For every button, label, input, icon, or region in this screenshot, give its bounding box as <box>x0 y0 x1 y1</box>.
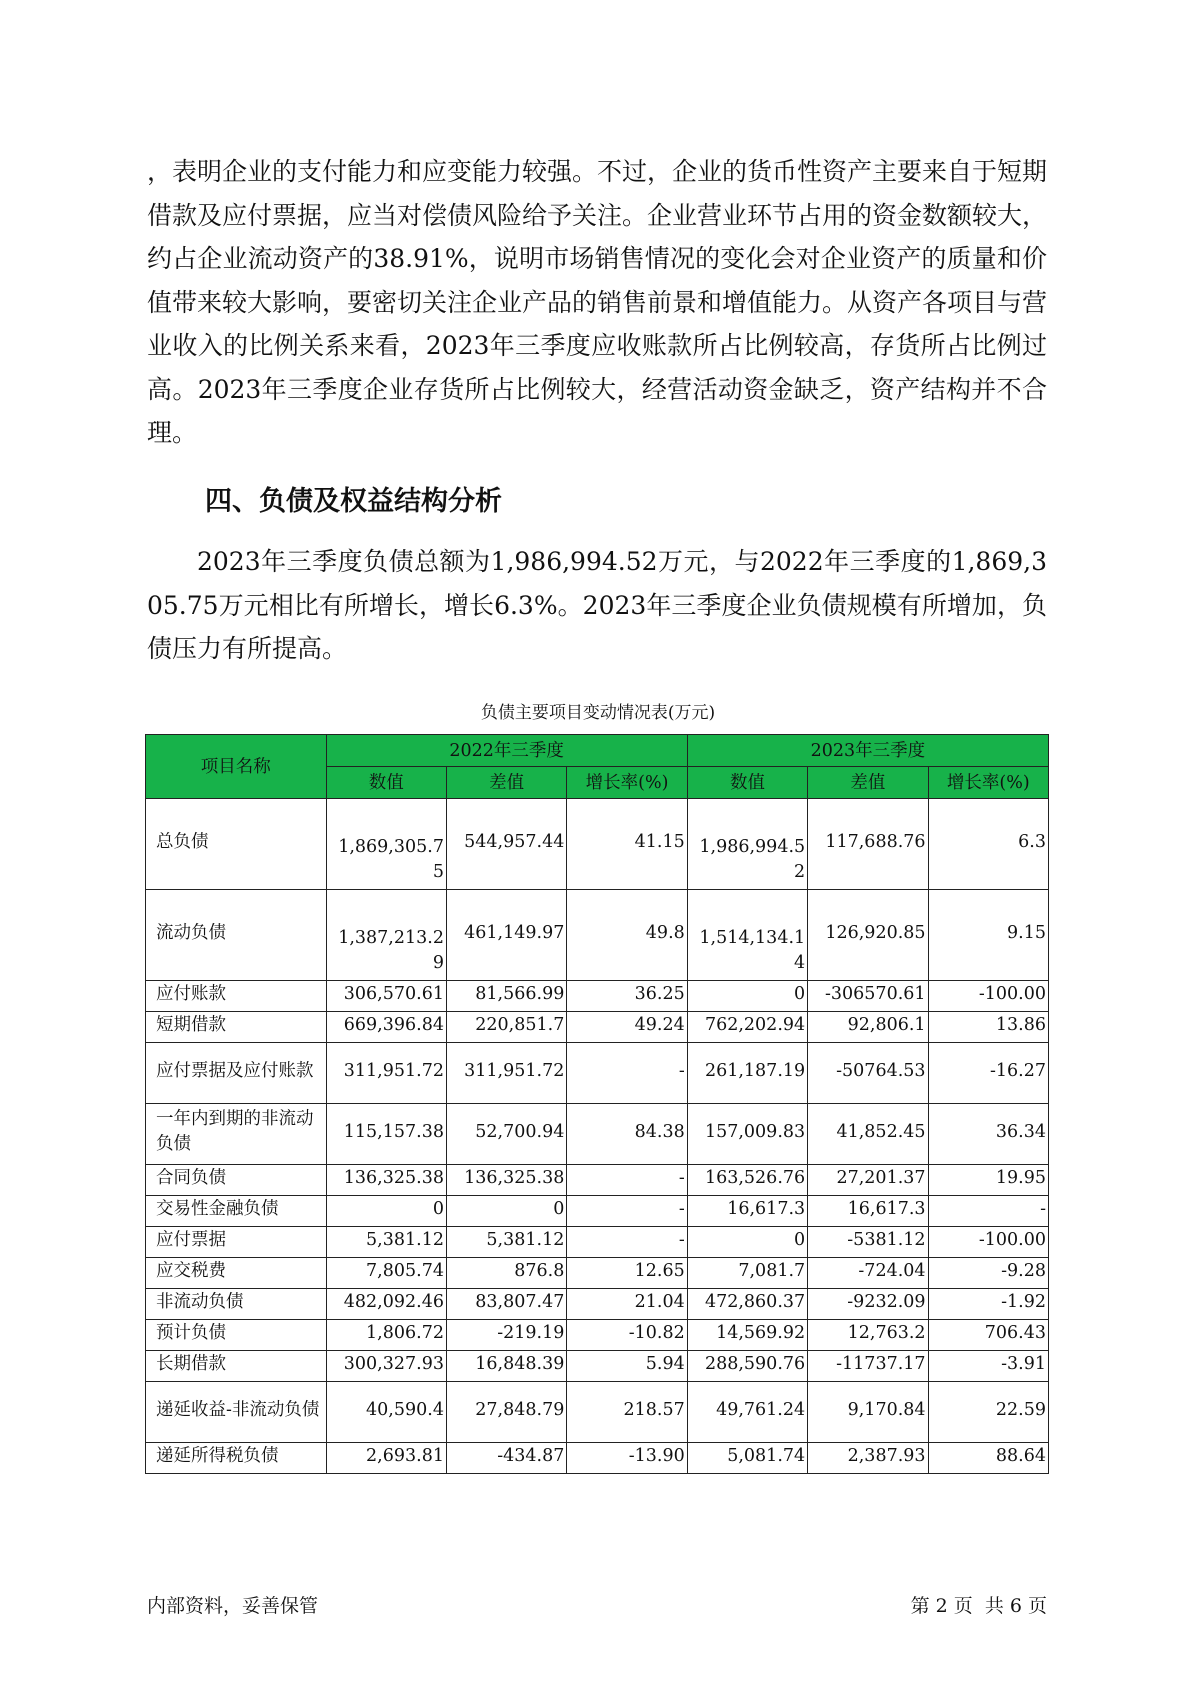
cell-diff-2022: 16,848.39 <box>446 1351 566 1382</box>
table-row <box>146 1196 1049 1227</box>
table-caption: 负债主要项目变动情况表(万元) <box>480 703 716 723</box>
cell-diff-2022: 220,851.7 <box>446 1012 566 1043</box>
row-name: 总负债 <box>146 799 327 890</box>
cell-diff-2023: 41,852.45 <box>808 1104 928 1165</box>
cell-diff-2022: 81,566.99 <box>446 981 566 1012</box>
table-row <box>146 799 1049 890</box>
cell-diff-2023: 16,617.3 <box>808 1196 928 1227</box>
cell-growth-2022: 21.04 <box>567 1289 687 1320</box>
cell-growth-2022: - <box>567 1165 687 1196</box>
cell-value-2022: 5,381.12 <box>326 1227 446 1258</box>
cell-growth-2023: -16.27 <box>928 1043 1048 1104</box>
cell-diff-2022: 544,957.44 <box>446 799 566 890</box>
table-row <box>146 1351 1049 1382</box>
cell-growth-2023: -100.00 <box>928 981 1048 1012</box>
cell-growth-2023: 36.34 <box>928 1104 1048 1165</box>
row-name: 合同负债 <box>146 1165 327 1196</box>
table-row <box>146 1258 1049 1289</box>
cell-growth-2022: 36.25 <box>567 981 687 1012</box>
cell-diff-2022: 311,951.72 <box>446 1043 566 1104</box>
footer-page-number: 第 2 页 共 6 页 <box>910 1595 1047 1617</box>
cell-value-2022: 2,693.81 <box>326 1443 446 1474</box>
cell-diff-2023: 117,688.76 <box>808 799 928 890</box>
liabilities-table <box>145 734 1049 1474</box>
table-row <box>146 1289 1049 1320</box>
table-row <box>146 1382 1049 1443</box>
cell-value-2023: 157,009.83 <box>687 1104 807 1165</box>
header-growth-2022: 增长率(%) <box>567 767 687 799</box>
cell-growth-2022: - <box>567 1227 687 1258</box>
cell-diff-2022: 461,149.97 <box>446 890 566 981</box>
cell-diff-2022: -219.19 <box>446 1320 566 1351</box>
cell-growth-2023: -3.91 <box>928 1351 1048 1382</box>
cell-value-2022: 311,951.72 <box>326 1043 446 1104</box>
section-heading: 四、负债及权益结构分析 <box>205 486 502 517</box>
cell-growth-2023: 706.43 <box>928 1320 1048 1351</box>
cell-diff-2023: -50764.53 <box>808 1043 928 1104</box>
cell-value-2023: 0 <box>687 981 807 1012</box>
cell-growth-2022: 41.15 <box>567 799 687 890</box>
cell-value-2022: 7,805.74 <box>326 1258 446 1289</box>
cell-growth-2022: 49.24 <box>567 1012 687 1043</box>
row-name: 一年内到期的非流动负债 <box>146 1104 327 1165</box>
footer-confidential-note: 内部资料，妥善保管 <box>147 1595 319 1617</box>
header-value-2022: 数值 <box>326 767 446 799</box>
header-value-2023: 数值 <box>687 767 807 799</box>
row-name: 交易性金融负债 <box>146 1196 327 1227</box>
cell-value-2022: 1,387,213.29 <box>326 890 446 981</box>
cell-value-2023: 7,081.7 <box>687 1258 807 1289</box>
header-diff-2022: 差值 <box>446 767 566 799</box>
row-name: 非流动负债 <box>146 1289 327 1320</box>
cell-growth-2022: -10.82 <box>567 1320 687 1351</box>
cell-growth-2022: -13.90 <box>567 1443 687 1474</box>
header-period-2023: 2023年三季度 <box>687 735 1048 767</box>
header-diff-2023: 差值 <box>808 767 928 799</box>
row-name: 预计负债 <box>146 1320 327 1351</box>
cell-growth-2022: 84.38 <box>567 1104 687 1165</box>
cell-growth-2022: 12.65 <box>567 1258 687 1289</box>
row-name: 应交税费 <box>146 1258 327 1289</box>
cell-value-2023: 14,569.92 <box>687 1320 807 1351</box>
cell-value-2023: 16,617.3 <box>687 1196 807 1227</box>
cell-value-2023: 49,761.24 <box>687 1382 807 1443</box>
cell-growth-2023: -9.28 <box>928 1258 1048 1289</box>
table-row <box>146 1443 1049 1474</box>
cell-diff-2022: 27,848.79 <box>446 1382 566 1443</box>
cell-value-2022: 0 <box>326 1196 446 1227</box>
table-row <box>146 981 1049 1012</box>
cell-growth-2022: 49.8 <box>567 890 687 981</box>
cell-growth-2023: -100.00 <box>928 1227 1048 1258</box>
cell-value-2022: 136,325.38 <box>326 1165 446 1196</box>
cell-value-2023: 261,187.19 <box>687 1043 807 1104</box>
row-name: 应付票据及应付账款 <box>146 1043 327 1104</box>
cell-diff-2023: -724.04 <box>808 1258 928 1289</box>
row-name: 递延所得税负债 <box>146 1443 327 1474</box>
cell-growth-2023: 88.64 <box>928 1443 1048 1474</box>
cell-growth-2022: 5.94 <box>567 1351 687 1382</box>
cell-diff-2022: 136,325.38 <box>446 1165 566 1196</box>
table-row <box>146 1012 1049 1043</box>
cell-growth-2023: 22.59 <box>928 1382 1048 1443</box>
cell-value-2023: 1,514,134.14 <box>687 890 807 981</box>
cell-growth-2023: 13.86 <box>928 1012 1048 1043</box>
row-name: 短期借款 <box>146 1012 327 1043</box>
cell-growth-2023: 6.3 <box>928 799 1048 890</box>
cell-value-2023: 1,986,994.52 <box>687 799 807 890</box>
cell-diff-2022: 83,807.47 <box>446 1289 566 1320</box>
cell-value-2022: 1,869,305.75 <box>326 799 446 890</box>
table-row <box>146 1227 1049 1258</box>
cell-value-2023: 5,081.74 <box>687 1443 807 1474</box>
cell-value-2023: 163,526.76 <box>687 1165 807 1196</box>
cell-value-2022: 300,327.93 <box>326 1351 446 1382</box>
table-row <box>146 1104 1049 1165</box>
cell-value-2022: 669,396.84 <box>326 1012 446 1043</box>
cell-diff-2023: -5381.12 <box>808 1227 928 1258</box>
cell-diff-2022: 52,700.94 <box>446 1104 566 1165</box>
cell-value-2022: 306,570.61 <box>326 981 446 1012</box>
table-row <box>146 1165 1049 1196</box>
cell-growth-2022: - <box>567 1043 687 1104</box>
cell-growth-2022: 218.57 <box>567 1382 687 1443</box>
row-name: 长期借款 <box>146 1351 327 1382</box>
cell-diff-2023: 2,387.93 <box>808 1443 928 1474</box>
cell-growth-2023: - <box>928 1196 1048 1227</box>
cell-value-2023: 472,860.37 <box>687 1289 807 1320</box>
cell-diff-2023: -306570.61 <box>808 981 928 1012</box>
table-row <box>146 1043 1049 1104</box>
cell-growth-2022: - <box>567 1196 687 1227</box>
table-row <box>146 890 1049 981</box>
cell-diff-2023: -9232.09 <box>808 1289 928 1320</box>
header-item-name: 项目名称 <box>146 735 327 799</box>
cell-diff-2023: 27,201.37 <box>808 1165 928 1196</box>
cell-value-2023: 762,202.94 <box>687 1012 807 1043</box>
cell-diff-2022: 5,381.12 <box>446 1227 566 1258</box>
cell-value-2022: 40,590.4 <box>326 1382 446 1443</box>
cell-diff-2023: -11737.17 <box>808 1351 928 1382</box>
row-name: 应付票据 <box>146 1227 327 1258</box>
body-paragraph: 2023年三季度负债总额为1,986,994.52万元，与2022年三季度的1,869,305.75万元相比有所增长，增长6.3%。2023年三季度企业负债规模有所增加，负债压力有所提高。 <box>147 547 1047 663</box>
cell-diff-2023: 9,170.84 <box>808 1382 928 1443</box>
cell-diff-2022: 0 <box>446 1196 566 1227</box>
cell-value-2022: 1,806.72 <box>326 1320 446 1351</box>
cell-growth-2023: -1.92 <box>928 1289 1048 1320</box>
cell-diff-2022: 876.8 <box>446 1258 566 1289</box>
cell-value-2023: 288,590.76 <box>687 1351 807 1382</box>
cell-diff-2023: 92,806.1 <box>808 1012 928 1043</box>
row-name: 递延收益-非流动负债 <box>146 1382 327 1443</box>
cell-growth-2023: 9.15 <box>928 890 1048 981</box>
cell-value-2022: 115,157.38 <box>326 1104 446 1165</box>
header-period-2022: 2022年三季度 <box>326 735 687 767</box>
cell-diff-2022: -434.87 <box>446 1443 566 1474</box>
cell-diff-2023: 12,763.2 <box>808 1320 928 1351</box>
header-growth-2023: 增长率(%) <box>928 767 1048 799</box>
cell-value-2022: 482,092.46 <box>326 1289 446 1320</box>
table-row <box>146 1320 1049 1351</box>
row-name: 流动负债 <box>146 890 327 981</box>
table-body <box>146 799 1049 1474</box>
cell-value-2023: 0 <box>687 1227 807 1258</box>
table-header-row <box>146 735 1049 767</box>
cell-growth-2023: 19.95 <box>928 1165 1048 1196</box>
body-paragraph: ，表明企业的支付能力和应变能力较强。不过，企业的货币性资产主要来自于短期借款及应付票据，应当对偿债风险给予关注。企业营业环节占用的资金数额较大，约占企业流动资产的38.91%，说明市场销售情况的变化会对企业资产的质量和价值带来较大影响，要密切关注企业产品的销售前景和增值能力。从资产各项目与营业收入的比例关系来看，2023年三季度应收账款所占比例较高，存货所占比例过高。2023年三季度企业存货所占比例较大，经营活动资金缺乏，资产结构并不合理。 <box>147 157 1048 447</box>
row-name: 应付账款 <box>146 981 327 1012</box>
cell-diff-2023: 126,920.85 <box>808 890 928 981</box>
